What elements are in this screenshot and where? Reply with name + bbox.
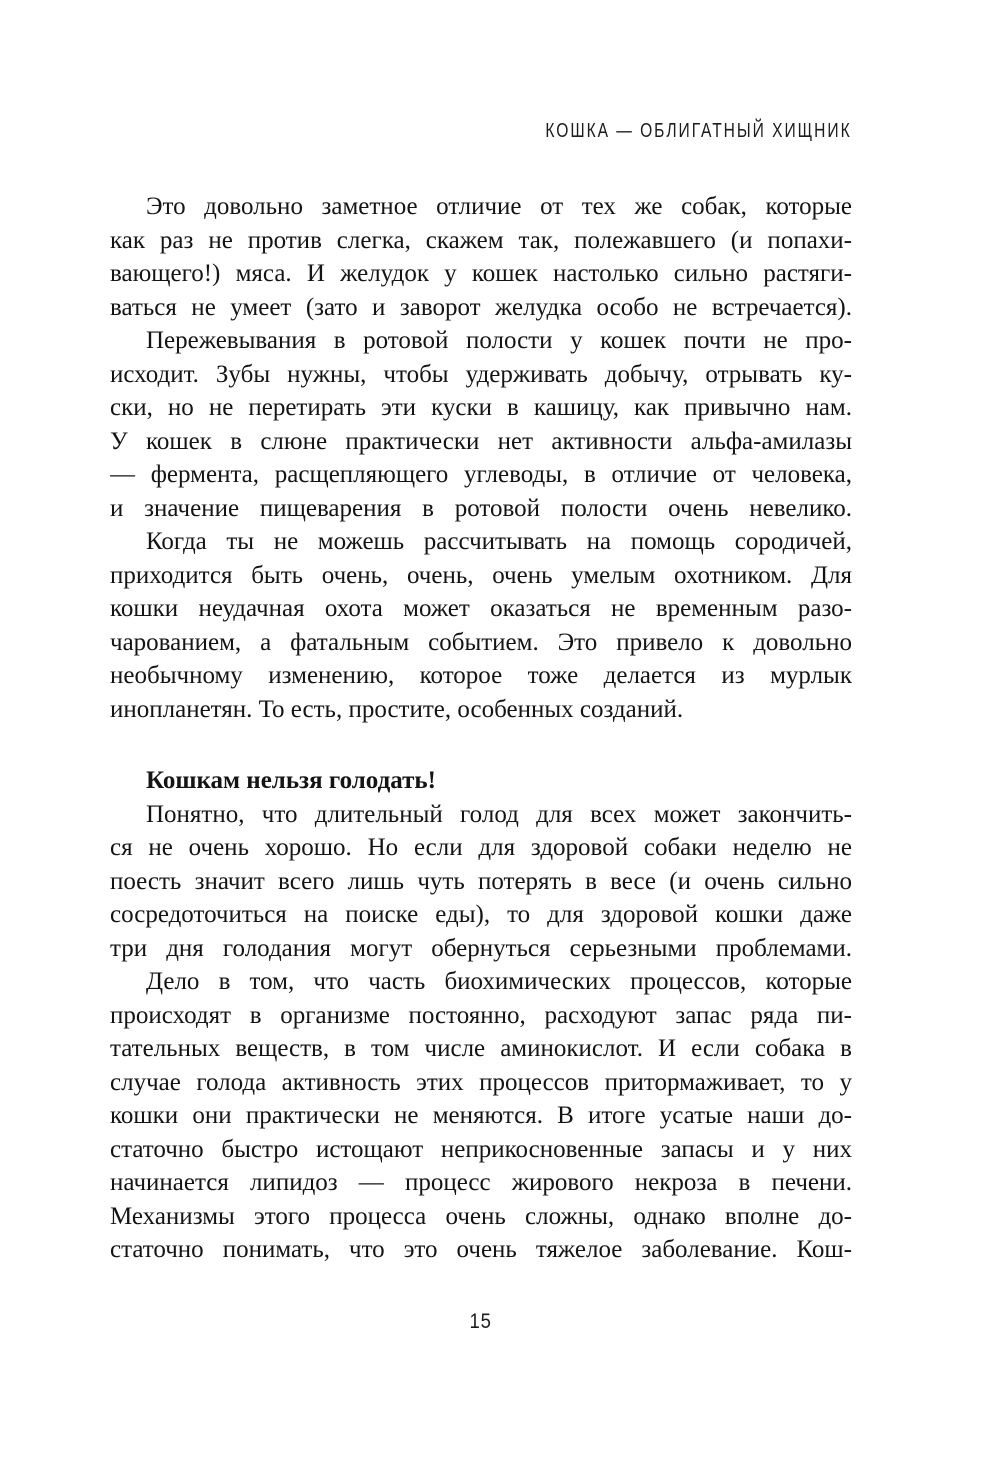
text-line: Дело в том, что часть биохимических процессов, которые — [146, 968, 852, 995]
text-line: кошки они практически не меняются. В итоге усатые наши до- — [110, 1102, 852, 1129]
text-line: статочно понимать, что это очень тяжелое заболевание. Кош- — [110, 1236, 852, 1263]
page-number-text: 15 — [469, 1310, 493, 1333]
text-line: исходит. Зубы нужны, чтобы удерживать добычу, отрывать ку- — [110, 360, 852, 388]
text-block — [110, 190, 852, 1267]
text-line: как раз не против слегка, скажем так, полежавшего (и попахи- — [110, 226, 852, 254]
text-line: ваться не умеет (зато и заворот желудка особо не встречается). — [110, 293, 852, 321]
text-line: кошки неудачная охота может оказаться не временным разо- — [110, 595, 852, 622]
text-line: необычному изменению, которое тоже делается из мурлык — [110, 662, 852, 689]
running-header-text: КОШКА — ОБЛИГАТНЫЙ ХИЩНИК — [545, 120, 852, 142]
text-line: поесть значит всего лишь чуть потерять в весе (и очень сильно — [110, 867, 852, 895]
text-line: ски, но не перетирать эти куски в кашицу, как привычно нам. — [110, 394, 852, 421]
text-line: три дня голодания могут обернуться серьезными проблемами. — [110, 934, 852, 962]
text-line: Пережевывания в ротовой полости у кошек почти не про- — [146, 327, 852, 354]
text-line: сосредоточиться на поиске еды), то для здоровой кошки даже — [110, 901, 852, 928]
text-line: статочно быстро истощают неприкосновенные запасы и у них — [110, 1135, 852, 1163]
paragraph — [110, 965, 852, 1267]
text-line: инопланетян. То есть, простите, особенных созданий. — [110, 695, 684, 723]
text-line: ся не очень хорошо. Но если для здоровой собаки неделю не — [110, 834, 852, 861]
text-line: Это довольно заметное отличие от тех же собак, которые — [146, 193, 852, 220]
section-heading: Кошкам нельзя голодать! — [146, 767, 436, 794]
paragraph — [110, 324, 852, 525]
text-line: происходят в организме постоянно, расходуют запас ряда пи- — [110, 1001, 852, 1029]
text-line: У кошек в слюне практически нет активности альфа-амилазы — [110, 427, 852, 455]
paragraph — [110, 798, 852, 966]
text-line: Понятно, что длительный голод для всех может закончить- — [146, 800, 852, 828]
text-line: тательных веществ, в том числе аминокислот. И если собака в — [110, 1035, 852, 1062]
paragraph — [110, 525, 852, 726]
running-header — [459, 121, 852, 141]
text-line: приходится быть очень, очень, очень умелым охотником. Для — [110, 561, 852, 589]
text-line: начинается липидоз — процесс жирового некроза в печени. — [110, 1169, 852, 1196]
text-line: вающего!) мяса. И желудок у кошек настолько сильно растяги- — [110, 260, 852, 287]
text-line: и значение пищеварения в ротовой полости очень невелико. — [110, 494, 852, 522]
text-line: Механизмы этого процесса очень сложны, однако вполне до- — [110, 1202, 852, 1230]
paragraph — [110, 190, 852, 324]
text-line: — фермента, расщепляющего углеводы, в отличие от человека, — [110, 461, 852, 488]
text-line: случае голода активность этих процессов притормаживает, то у — [110, 1068, 852, 1096]
text-line: Когда ты не можешь рассчитывать на помощь сородичей, — [146, 528, 852, 555]
page-number — [110, 1310, 852, 1334]
text-line: чарованием, а фатальным событием. Это привело к довольно — [110, 628, 852, 656]
